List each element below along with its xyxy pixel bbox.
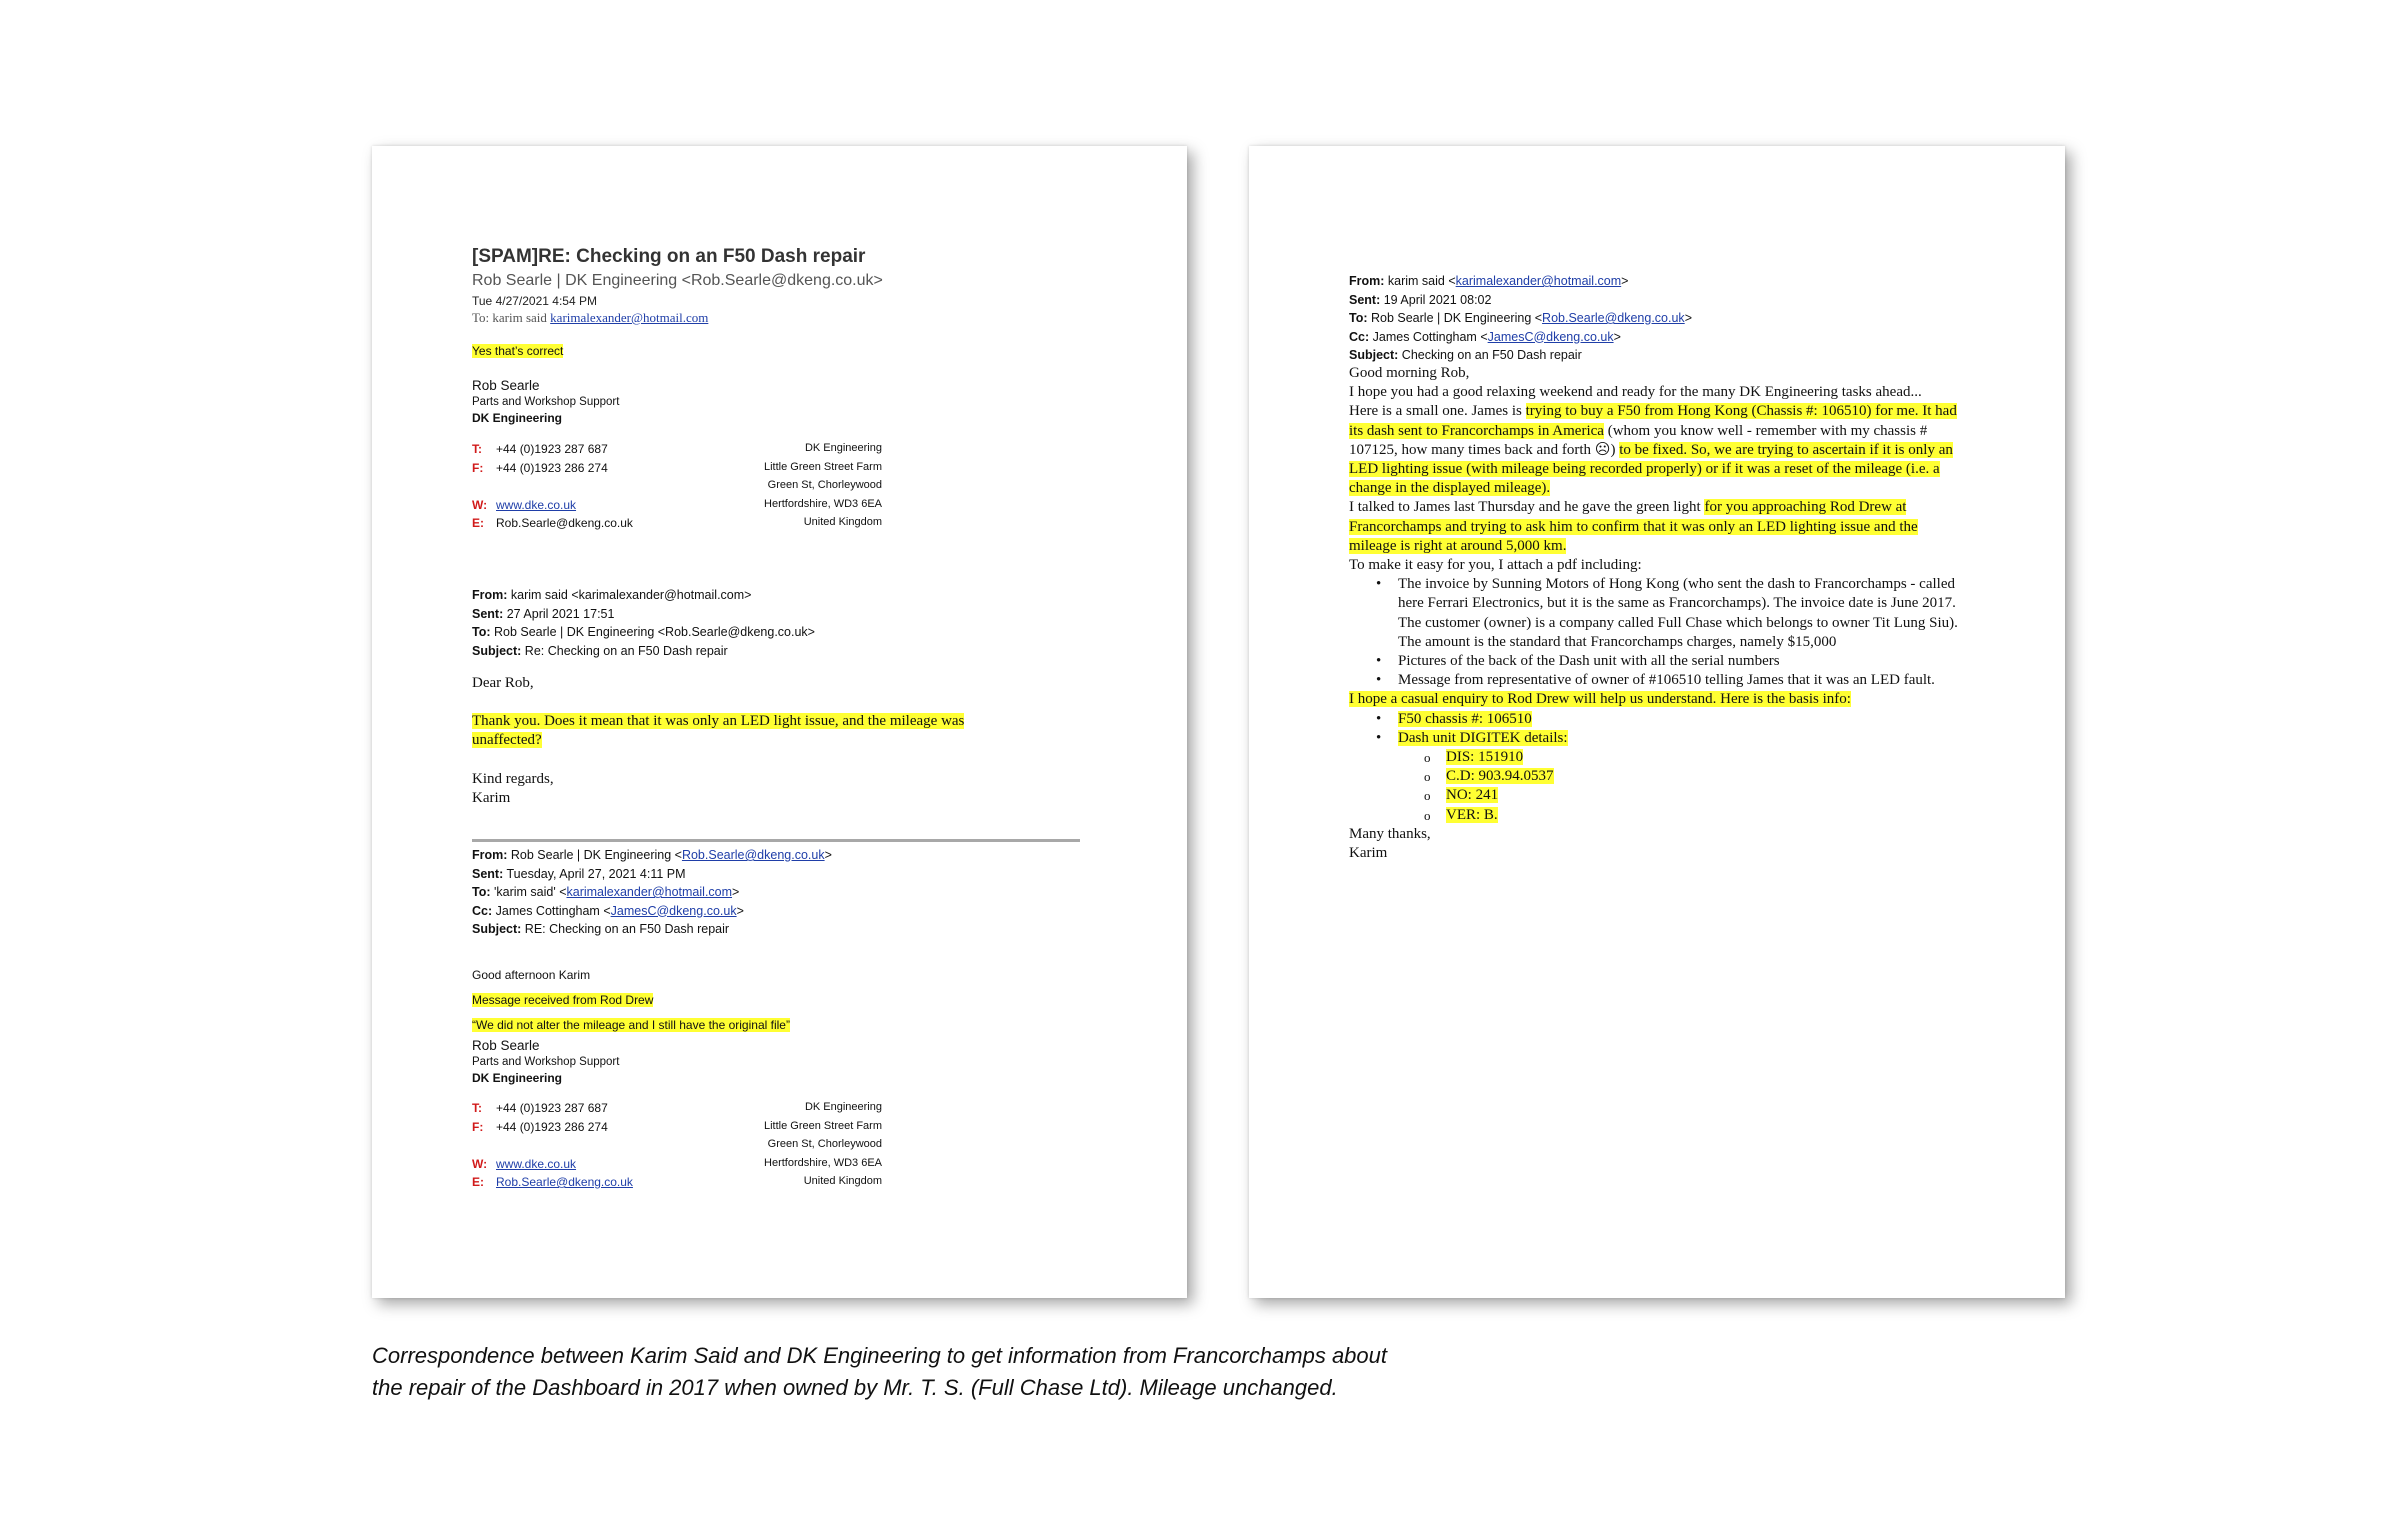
attachment-list [1349, 575, 1959, 690]
email-link[interactable]: Rob.Searle@dkeng.co.uk [496, 1175, 633, 1189]
address-line: DK Engineering [804, 442, 882, 454]
list-item: o C.D: 903.94.0537 [1446, 767, 1959, 786]
quoted-from: From: karim said <karimalexander@hotmail.com> [472, 588, 752, 602]
email-value: Rob.Searle@dkeng.co.uk [496, 516, 633, 530]
quoted-to: To: 'karim said' <karimalexander@hotmail.com> [472, 885, 740, 899]
web-label: W: [472, 497, 488, 512]
signature-contacts [472, 1101, 882, 1194]
greeting: Good morning Rob, [1349, 365, 1470, 381]
figure-caption [372, 1340, 1572, 1404]
quoted-header-1 [472, 586, 815, 660]
phone-label: T: [472, 1101, 482, 1115]
signature-block [472, 1038, 619, 1086]
quoted-closing [472, 770, 554, 808]
email-sender: Rob Searle | DK Engineering <Rob.Searle@dkeng.co.uk> [472, 272, 883, 289]
paragraph: I hope you had a good relaxing weekend and ready for the many DK Engineering tasks ahead... [1349, 384, 1922, 401]
dash-details-list [1398, 748, 1959, 825]
quoted-sent: Sent: Tuesday, April 27, 2021 4:11 PM [472, 866, 686, 881]
quoted-from: From: Rob Searle | DK Engineering <Rob.Searle@dkeng.co.uk> [472, 848, 832, 862]
recipient-email-link[interactable]: karimalexander@hotmail.com [550, 310, 709, 325]
header-sent: Sent: 19 April 2021 08:02 [1349, 292, 1492, 307]
fax-label: F: [472, 460, 484, 475]
caption-line: the repair of the Dashboard in 2017 when owned by Mr. T. S. (Full Chase Ltd). Mileage unchanged. [372, 1375, 1338, 1400]
address-line: Hertfordshire, WD3 6EA [764, 497, 882, 510]
email-date: Tue 4/27/2021 4:54 PM [472, 294, 597, 308]
highlighted-text: I hope a casual enquiry to Rod Drew will help us understand. Here is the basis info: [1349, 691, 1851, 708]
contact-row-web [472, 1157, 882, 1176]
list-item: o NO: 241 [1446, 786, 1959, 805]
reply-text: Yes that’s correct [472, 344, 564, 358]
quoted2-line [472, 1018, 790, 1032]
email-label: E: [472, 516, 484, 530]
signoff-name: Karim [472, 790, 511, 806]
paragraph: I talked to James last Thursday and he gave the green light for you approaching Rod Drew at Francorchamps and trying to ask him to confirm that it was only an LED lighting issue and the mileage is right at around 5,000 km. [1349, 499, 1918, 554]
highlighted-text: to be fixed. So, we are trying to ascertain if it is only an LED lighting issue (with mileage being recorded properly) or if it was a reset of the mileage (i.e. a change in the displayed mileage). [1349, 441, 1953, 497]
address-line: Green St, Chorleywood [767, 479, 882, 491]
contact-row-blank [472, 479, 882, 498]
quoted-body [472, 712, 964, 750]
document-page-right [1249, 146, 2065, 1298]
email-body [1349, 364, 1959, 863]
to-prefix: To: karim said [472, 310, 551, 325]
quoted-greeting: Dear Rob, [472, 675, 534, 691]
recipient-email-link[interactable]: Rob.Searle@dkeng.co.uk [1542, 311, 1685, 325]
contact-row-blank [472, 1138, 882, 1157]
list-item: o VER: B. [1446, 806, 1959, 825]
sender-email-link[interactable]: karimalexander@hotmail.com [1455, 274, 1622, 288]
paragraph: Here is a small one. James is trying to buy a F50 from Hong Kong (Chassis #: 106510) for me. It had its dash sent to Francorchamps in America (whom you know well - remember with my chassis # 107125, how many times back and forth ☹) to be fixed. So, we are trying to ascertain if it is only an LED lighting issue (with mileage being recorded properly) or if it was a reset of the mileage (i.e. a change in the displayed mileage). [1349, 403, 1957, 497]
signature-block [472, 378, 619, 426]
cc-email-link[interactable]: JamesC@dkeng.co.uk [610, 903, 737, 918]
contact-row-web [472, 498, 882, 517]
contact-row-fax [472, 461, 882, 480]
paragraph [1349, 690, 1959, 709]
fax-value: +44 (0)1923 286 274 [496, 1119, 608, 1134]
email-recipient [472, 310, 708, 326]
quoted2-greeting: Good afternoon Karim [472, 968, 591, 982]
header-cc: Cc: James Cottingham <JamesC@dkeng.co.uk> [1349, 329, 1621, 344]
header-subject: Subject: Checking on an F50 Dash repair [1349, 348, 1582, 362]
list-item: • F50 chassis #: 106510 [1398, 710, 1959, 729]
signoff-name: Karim [1349, 845, 1388, 862]
signature-company: DK Engineering [472, 1071, 563, 1085]
cc-email-link[interactable]: JamesC@dkeng.co.uk [1487, 329, 1614, 344]
email-label: E: [472, 1175, 484, 1189]
divider-line [472, 839, 1080, 842]
caption-line: Correspondence between Karim Said and DK Engineering to get information from Francorchamps about [372, 1343, 1387, 1368]
highlighted-text: for you approaching Rod Drew at Francorchamps and trying to ask him to confirm that it was only an LED lighting issue and the mileage is right at around 5,000 km. [1349, 499, 1918, 554]
contact-row-phone [472, 442, 882, 461]
list-item: • Message from representative of owner of #106510 telling James that it was an LED fault. [1398, 671, 1959, 690]
sad-face-icon: ☹ [1594, 441, 1611, 458]
paragraph: To make it easy for you, I attach a pdf including: [1349, 557, 1642, 574]
signature-title: Parts and Workshop Support [472, 1056, 620, 1068]
list-item: • The invoice by Sunning Motors of Hong Kong (who sent the dash to Francorchamps - called here Ferrari Electronics, but it is the same as Francorchamps). The invoice date is June 2017. The customer (owner) is a company called Full Chase which belongs to owner Tit Lung Siu). The amount is the standard that Francorchamps charges, namely $15,000 [1398, 575, 1959, 652]
contact-row-phone [472, 1101, 882, 1120]
quoted-subject: Subject: Re: Checking on an F50 Dash repair [472, 643, 728, 658]
closing-text: Kind regards, [472, 771, 554, 787]
header-from: From: karim said <karimalexander@hotmail.com> [1349, 274, 1629, 288]
signature-company: DK Engineering [472, 411, 563, 425]
highlighted-text: “We did not alter the mileage and I still have the original file” [472, 1018, 790, 1032]
email-subject: [SPAM]RE: Checking on an F50 Dash repair [472, 246, 866, 267]
website-link[interactable]: www.dke.co.uk [496, 497, 577, 512]
document-page-left [372, 146, 1187, 1298]
info-list [1349, 710, 1959, 825]
quoted-sent: Sent: 27 April 2021 17:51 [472, 606, 615, 621]
quoted-header-2 [472, 846, 832, 939]
fax-value: +44 (0)1923 286 274 [496, 460, 608, 475]
address-line: Little Green Street Farm [764, 1119, 882, 1132]
fax-label: F: [472, 1119, 484, 1134]
phone-value: +44 (0)1923 287 687 [496, 442, 608, 456]
signature-name: Rob Searle [472, 1038, 540, 1053]
quoted-subject: Subject: RE: Checking on an F50 Dash repair [472, 922, 730, 936]
quoted-body-line: Thank you. Does it mean that it was only an LED light issue, and the mileage was [472, 713, 965, 729]
quoted2-line [472, 993, 653, 1007]
closing-text: Many thanks, [1349, 825, 1431, 842]
email-header [1349, 272, 1692, 365]
website-link[interactable]: www.dke.co.uk [496, 1156, 577, 1171]
quoted-cc: Cc: James Cottingham <JamesC@dkeng.co.uk> [472, 903, 744, 918]
address-line: United Kingdom [803, 1175, 882, 1187]
contact-row-fax [472, 1120, 882, 1139]
address-line: DK Engineering [804, 1101, 882, 1113]
sender-email-link[interactable]: Rob.Searle@dkeng.co.uk [681, 848, 825, 862]
signature-contacts [472, 442, 882, 535]
list-item: o DIS: 151910 [1446, 748, 1959, 767]
address-line: United Kingdom [803, 516, 882, 528]
signature-title: Parts and Workshop Support [472, 396, 620, 408]
quoted-to: To: Rob Searle | DK Engineering <Rob.Searle@dkeng.co.uk> [472, 625, 815, 639]
address-line: Little Green Street Farm [764, 460, 882, 473]
highlighted-text: Message received from Rod Drew [472, 993, 654, 1007]
contact-row-email [472, 1175, 882, 1194]
address-line: Hertfordshire, WD3 6EA [764, 1156, 882, 1169]
address-line: Green St, Chorleywood [767, 1138, 882, 1150]
header-to: To: Rob Searle | DK Engineering <Rob.Searle@dkeng.co.uk> [1349, 311, 1692, 325]
list-item: • Dash unit DIGITEK details: o DIS: 151910 o C.D: 903.94.0537 o NO: 241 o VER: B. [1398, 729, 1959, 825]
phone-value: +44 (0)1923 287 687 [496, 1101, 608, 1115]
quoted-body-line: unaffected? [472, 732, 542, 748]
contact-row-email [472, 516, 882, 535]
phone-label: T: [472, 442, 482, 456]
list-item: • Pictures of the back of the Dash unit with all the serial numbers [1398, 652, 1959, 671]
reply-message [472, 344, 563, 358]
web-label: W: [472, 1156, 488, 1171]
signature-name: Rob Searle [472, 378, 540, 393]
recipient-email-link[interactable]: karimalexander@hotmail.com [566, 885, 733, 899]
highlighted-text: trying to buy a F50 from Hong Kong (Chassis #: 106510) for me. It had its dash sent to Francorchamps in America [1349, 403, 1957, 439]
